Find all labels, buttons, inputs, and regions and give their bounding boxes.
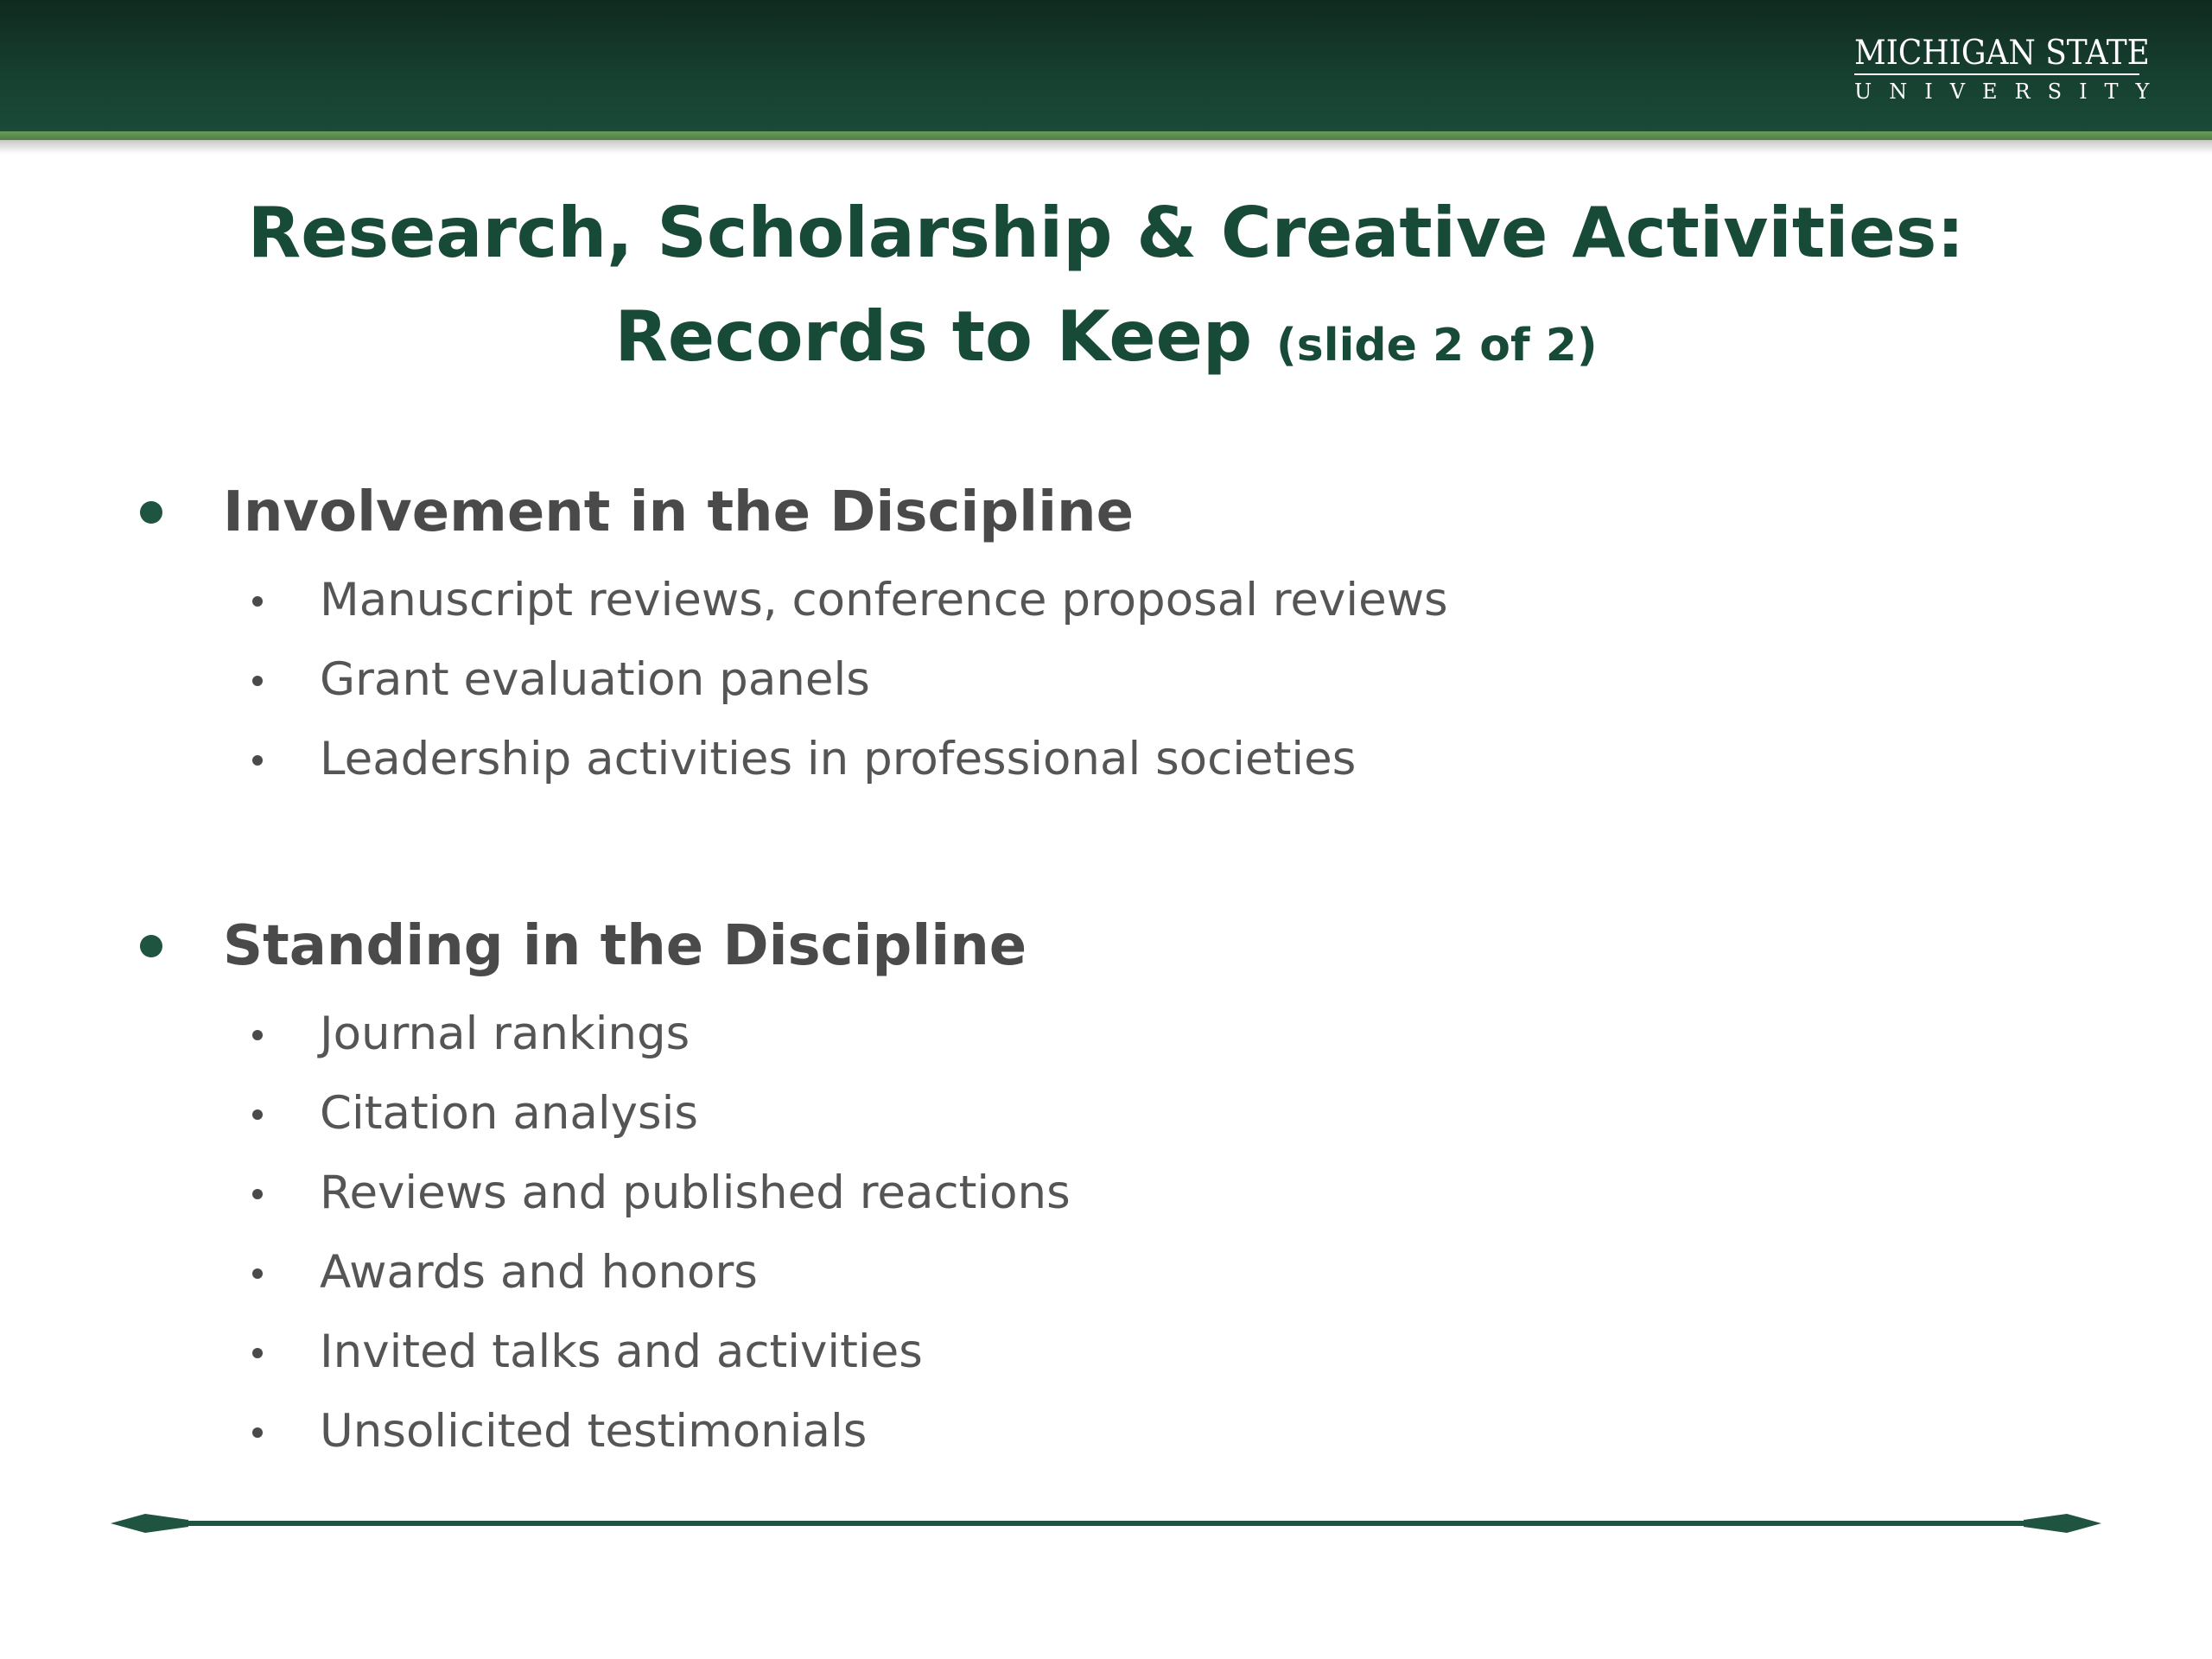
title-line-1: Research, Scholarship & Creative Activities:	[247, 193, 1965, 273]
list-item-label: Grant evaluation panels	[320, 653, 870, 706]
divider-line	[145, 1521, 2067, 1526]
sub-bullet	[252, 755, 263, 766]
list-item-label: Reviews and published reactions	[320, 1166, 1071, 1219]
list-item	[0, 645, 1728, 715]
list-item-label: Leadership activities in professional societies	[320, 733, 1357, 785]
sub-bullet	[252, 1268, 263, 1279]
list-item	[0, 1318, 1728, 1387]
section-heading-involvement: Involvement in the Discipline	[223, 480, 1134, 544]
msu-logo	[1854, 34, 2167, 104]
list-item	[0, 1000, 1728, 1069]
section-bullet	[140, 501, 162, 524]
list-item-label: Unsolicited testimonials	[320, 1405, 868, 1458]
sub-bullet	[252, 1030, 263, 1040]
logo-wordmark-bottom: UNIVERSITY	[1854, 79, 2167, 104]
list-item	[0, 1079, 1728, 1148]
list-item	[0, 1238, 1728, 1307]
left-arrowhead-icon	[111, 1514, 188, 1533]
list-item-label: Manuscript reviews, conference proposal reviews	[320, 574, 1448, 626]
sub-bullet	[252, 596, 263, 607]
double-arrow-divider	[111, 1510, 2101, 1536]
list-item	[0, 1159, 1728, 1228]
header-shadow	[0, 140, 2212, 154]
section-bullet	[140, 935, 162, 957]
title-main: Records to Keep	[614, 296, 1253, 377]
list-item-label: Invited talks and activities	[320, 1325, 923, 1378]
slide-title	[0, 181, 2212, 397]
logo-wordmark-top: MICHIGAN STATE	[1854, 34, 2150, 73]
list-item	[0, 566, 1728, 635]
list-item-label: Journal rankings	[320, 1007, 690, 1060]
sub-bullet	[252, 1109, 263, 1120]
sub-bullet	[252, 676, 263, 686]
sub-bullet	[252, 1348, 263, 1358]
sub-bullet	[252, 1427, 263, 1438]
list-item-label: Citation analysis	[320, 1087, 698, 1140]
title-line-2	[0, 285, 2212, 397]
list-item	[0, 1397, 1728, 1466]
header-stripe	[0, 131, 2212, 140]
sub-bullet	[252, 1189, 263, 1199]
right-arrowhead-icon	[2024, 1514, 2101, 1533]
list-item	[0, 725, 1728, 794]
title-slide-counter: (slide 2 of 2)	[1276, 320, 1598, 372]
logo-rule	[1854, 73, 2139, 75]
section-heading-standing: Standing in the Discipline	[223, 914, 1027, 978]
list-item-label: Awards and honors	[320, 1246, 758, 1299]
